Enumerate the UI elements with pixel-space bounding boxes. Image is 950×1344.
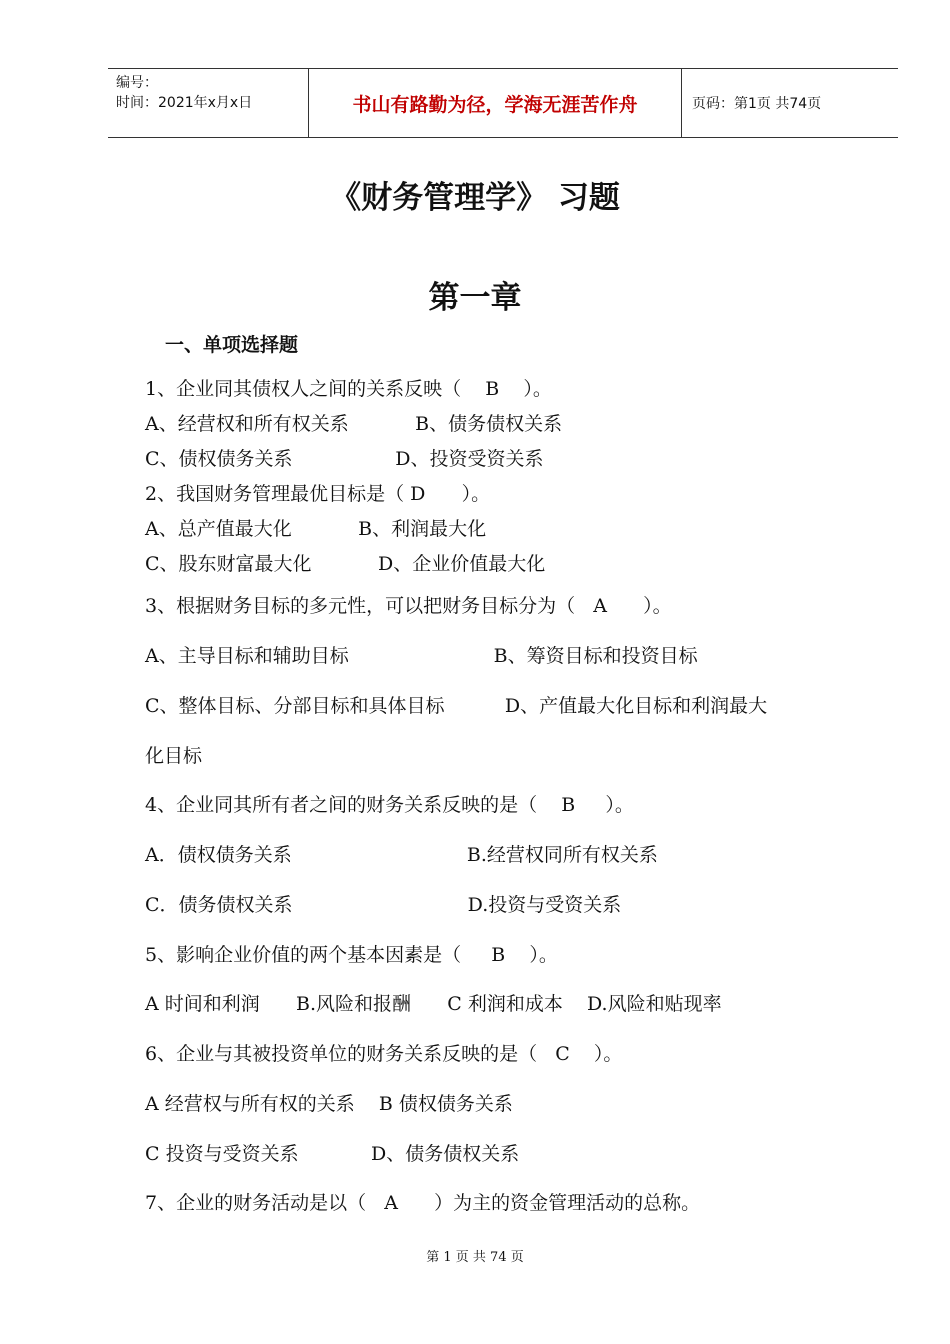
question-line: 7、企业的财务活动是以（ A ）为主的资金管理活动的总称。 — [145, 1192, 701, 1214]
option-line: A．债权债务关系 B.经营权同所有权关系 — [145, 844, 658, 866]
number-label: 编号： — [116, 75, 158, 91]
question-line: 5、影响企业价值的两个基本因素是（ B ）。 — [145, 944, 558, 966]
option-line: A 时间和利润 B.风险和报酬 C 利润和成本 D.风险和贴现率 — [145, 993, 722, 1015]
question-line: 2、我国财务管理最优目标是（ D ）。 — [145, 483, 491, 505]
header-page-info: 页码：第1页 共74页 — [692, 96, 822, 112]
page-footer: 第 1 页 共 74 页 — [426, 1250, 524, 1265]
time-label: 时间：2021年x月x日 — [116, 95, 253, 111]
page-header — [108, 68, 898, 138]
option-line: C．债务债权关系 D.投资与受资关系 — [145, 894, 622, 916]
header-meta — [108, 69, 308, 137]
option-line: A、主导目标和辅助目标 B、筹资目标和投资目标 — [145, 645, 698, 667]
option-line: A、总产值最大化 B、利润最大化 — [145, 518, 487, 540]
question-line: 1、企业同其债权人之间的关系反映（ B ）。 — [145, 378, 552, 400]
header-motto: 书山有路勤为径，学海无涯苦作舟 — [308, 69, 682, 137]
document-title: 《财务管理学》 习题 — [330, 180, 620, 216]
chapter-heading: 第一章 — [428, 280, 522, 316]
option-line: A、经营权和所有权关系 B、债务债权关系 — [145, 413, 563, 435]
option-line: 化目标 — [145, 745, 203, 767]
option-line: C 投资与受资关系 D、债务债权关系 — [145, 1143, 520, 1165]
option-line: C、债权债务关系 D、投资受资关系 — [145, 448, 544, 470]
question-line: 4、企业同其所有者之间的财务关系反映的是（ B ）。 — [145, 794, 634, 816]
section-heading: 一、单项选择题 — [165, 334, 299, 356]
option-line: C、股东财富最大化 D、企业价值最大化 — [145, 553, 546, 575]
question-line: 6、企业与其被投资单位的财务关系反映的是（ C ）。 — [145, 1043, 623, 1065]
option-line: C、整体目标、分部目标和具体目标 D、产值最大化目标和利润最大 — [145, 695, 768, 717]
question-line: 3、根据财务目标的多元性，可以把财务目标分为（ A ）。 — [145, 595, 672, 617]
option-line: A 经营权与所有权的关系 B 债权债务关系 — [145, 1093, 513, 1115]
